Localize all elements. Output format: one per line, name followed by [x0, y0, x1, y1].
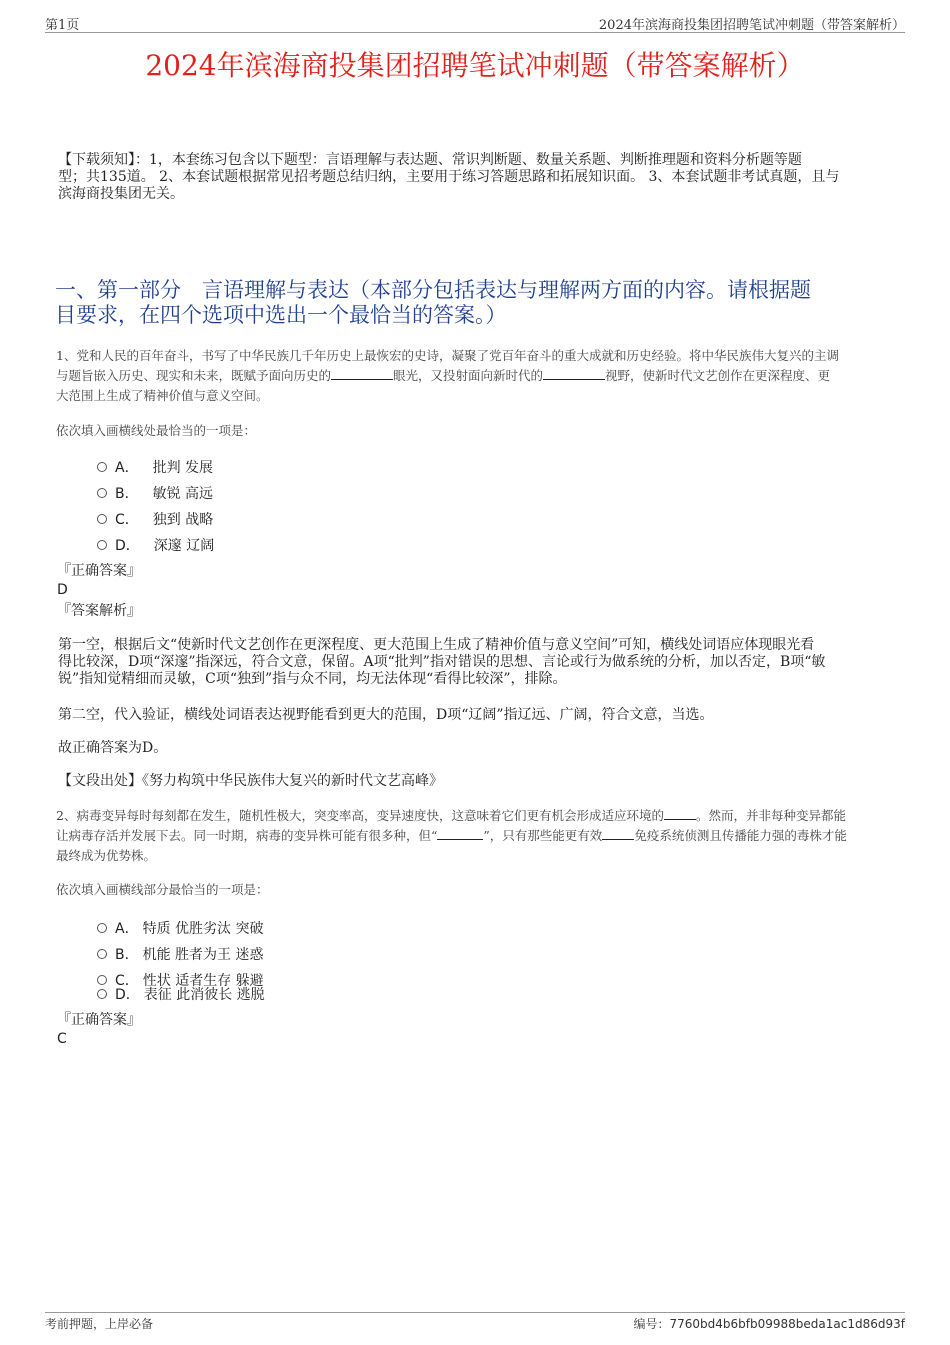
fill-blank [437, 839, 483, 840]
q1-analysis-para-1 [58, 637, 825, 688]
q1-answer-label: 『正确答案』 [57, 563, 141, 579]
stem-text: 眼光，又投射面向新时代的 [393, 368, 544, 383]
option-letter: D． [115, 538, 140, 554]
document-title: 2024年滨海商投集团招聘笔试冲刺题（带答案解析） [145, 49, 805, 82]
q2-option-d[interactable] [97, 984, 265, 1004]
stem-line: 大范围上生成了精神价值与意义空间。 [56, 388, 269, 403]
option-text: 特质 优胜劣汰 突破 [142, 921, 264, 937]
fill-blank [602, 839, 634, 840]
stem-text: 。然而，并非每种变异都能 [695, 808, 846, 823]
fill-blank [543, 379, 605, 380]
q1-analysis-label: 『答案解析』 [57, 603, 141, 619]
q1-option-a[interactable] [97, 457, 213, 477]
notice-line: 型；共135道。 2、本套试题根据常见招考题总结归纳，主要用于练习答题思路和拓展知识面。 3、本套试题非考试真题，且与 [58, 169, 840, 185]
radio-icon[interactable] [97, 949, 107, 959]
page-number: 第1页 [45, 18, 80, 33]
stem-line: 最终成为优势株。 [56, 848, 157, 863]
download-notice [58, 152, 839, 203]
notice-line: 滨海商投集团无关。 [58, 186, 184, 202]
option-text: 性状 适者生存 躲避 [142, 973, 264, 989]
q1-option-c[interactable] [97, 509, 213, 529]
document-code [634, 1315, 906, 1332]
option-letter: A． [115, 460, 139, 476]
fill-blank [331, 379, 393, 380]
option-letter: B． [115, 947, 139, 963]
option-text: 机能 胜者为王 迷惑 [142, 947, 264, 963]
option-letter: A． [115, 921, 139, 937]
question-2-prompt: 依次填入画横线部分最恰当的一项是： [56, 882, 269, 897]
analysis-line: 锐”指知觉精细而灵敏，C项“独到”指与众不同，均无法体现“看得比较深”，排除。 [58, 671, 567, 687]
stem-text: 与题旨嵌入历史、现实和未来，既赋予面向历史的 [56, 368, 332, 383]
option-letter: C． [115, 973, 139, 989]
radio-icon[interactable] [97, 540, 107, 550]
q2-answer: C [57, 1031, 67, 1047]
stem-text: 2、病毒变异每时每刻都在发生，随机性极大，突变率高，变异速度快，这意味着它们更有机会形成适应环境的 [56, 808, 664, 823]
stem-text: 让病毒存活并发展下去。同一时期，病毒的变异株可能有很多种，但“ [56, 828, 438, 843]
analysis-line: 得比较深，D项“深邃”指深远，符合文意，保留。A项“批判”指对错误的思想、言论或行为做系统的分析，加以否定，B项“敏 [58, 654, 826, 670]
radio-icon[interactable] [97, 514, 107, 524]
stem-line [56, 366, 906, 386]
code-label: 编号： [633, 1317, 670, 1331]
option-text: 深邃 辽阔 [153, 538, 215, 554]
footer-divider [45, 1312, 905, 1313]
q1-analysis-para-3: 故正确答案为D。 [58, 740, 168, 756]
running-title: 2024年滨海商投集团招聘笔试冲刺题（带答案解析） [598, 18, 905, 33]
question-1-stem [56, 346, 906, 406]
radio-icon[interactable] [97, 923, 107, 933]
section-heading-line: 一、第一部分 言语理解与表达（本部分包括表达与理解两方面的内容。请根据题 [55, 278, 811, 302]
option-text: 敏锐 高远 [152, 486, 214, 502]
stem-line [56, 826, 906, 846]
header-divider [45, 32, 905, 33]
radio-icon[interactable] [97, 488, 107, 498]
option-text: 批判 发展 [152, 460, 214, 476]
stem-text: 免疫系统侦测且传播能力强的毒株才能 [634, 828, 847, 843]
stem-line [56, 806, 906, 826]
analysis-line: 第一空，根据后文“使新时代文艺创作在更深程度、更大范围上生成了精神价值与意义空间”可知，横线处词语应体现眼光看 [58, 637, 815, 653]
radio-icon[interactable] [97, 989, 107, 999]
q2-answer-label: 『正确答案』 [57, 1012, 141, 1028]
code-value: 7760bd4b6bfb09988beda1ac1d86d93f [669, 1317, 905, 1331]
q1-answer: D [57, 582, 68, 598]
fill-blank [664, 819, 696, 820]
stem-text: 视野，使新时代文艺创作在更深程度、更 [605, 368, 831, 383]
section-heading [55, 278, 811, 328]
radio-icon[interactable] [97, 462, 107, 472]
question-1-prompt: 依次填入画横线处最恰当的一项是： [56, 423, 257, 438]
option-letter: C． [115, 512, 139, 528]
stem-line: 1、党和人民的百年奋斗，书写了中华民族几千年历史上最恢宏的史诗，凝聚了党百年奋斗的重大成就和历史经验。将中华民族伟大复兴的主调 [56, 348, 839, 363]
q2-option-a[interactable] [97, 918, 263, 938]
option-letter: D． [115, 987, 140, 1003]
q1-option-b[interactable] [97, 483, 213, 503]
q2-option-b[interactable] [97, 944, 264, 964]
section-heading-line: 目要求，在四个选项中选出一个最恰当的答案。） [55, 303, 507, 327]
q1-analysis-para-2: 第二空，代入验证，横线处词语表达视野能看到更大的范围，D项“辽阔”指辽远、广阔，符合文意，当选。 [58, 707, 714, 723]
stem-text: ”，只有那些能更有效 [483, 828, 603, 843]
option-text: 表征 此消彼长 逃脱 [143, 987, 265, 1003]
option-text: 独到 战略 [152, 512, 214, 528]
option-letter: B． [115, 486, 139, 502]
q1-option-d[interactable] [97, 535, 214, 555]
q1-source: 【文段出处】《努力构筑中华民族伟大复兴的新时代文艺高峰》 [58, 773, 443, 789]
question-2-stem [56, 806, 906, 866]
footer-slogan: 考前押题，上岸必备 [45, 1317, 154, 1331]
notice-line: 【下载须知】：1，本套练习包含以下题型：言语理解与表达题、常识判断题、数量关系题、判断推理题和资料分析题等题 [58, 152, 802, 168]
